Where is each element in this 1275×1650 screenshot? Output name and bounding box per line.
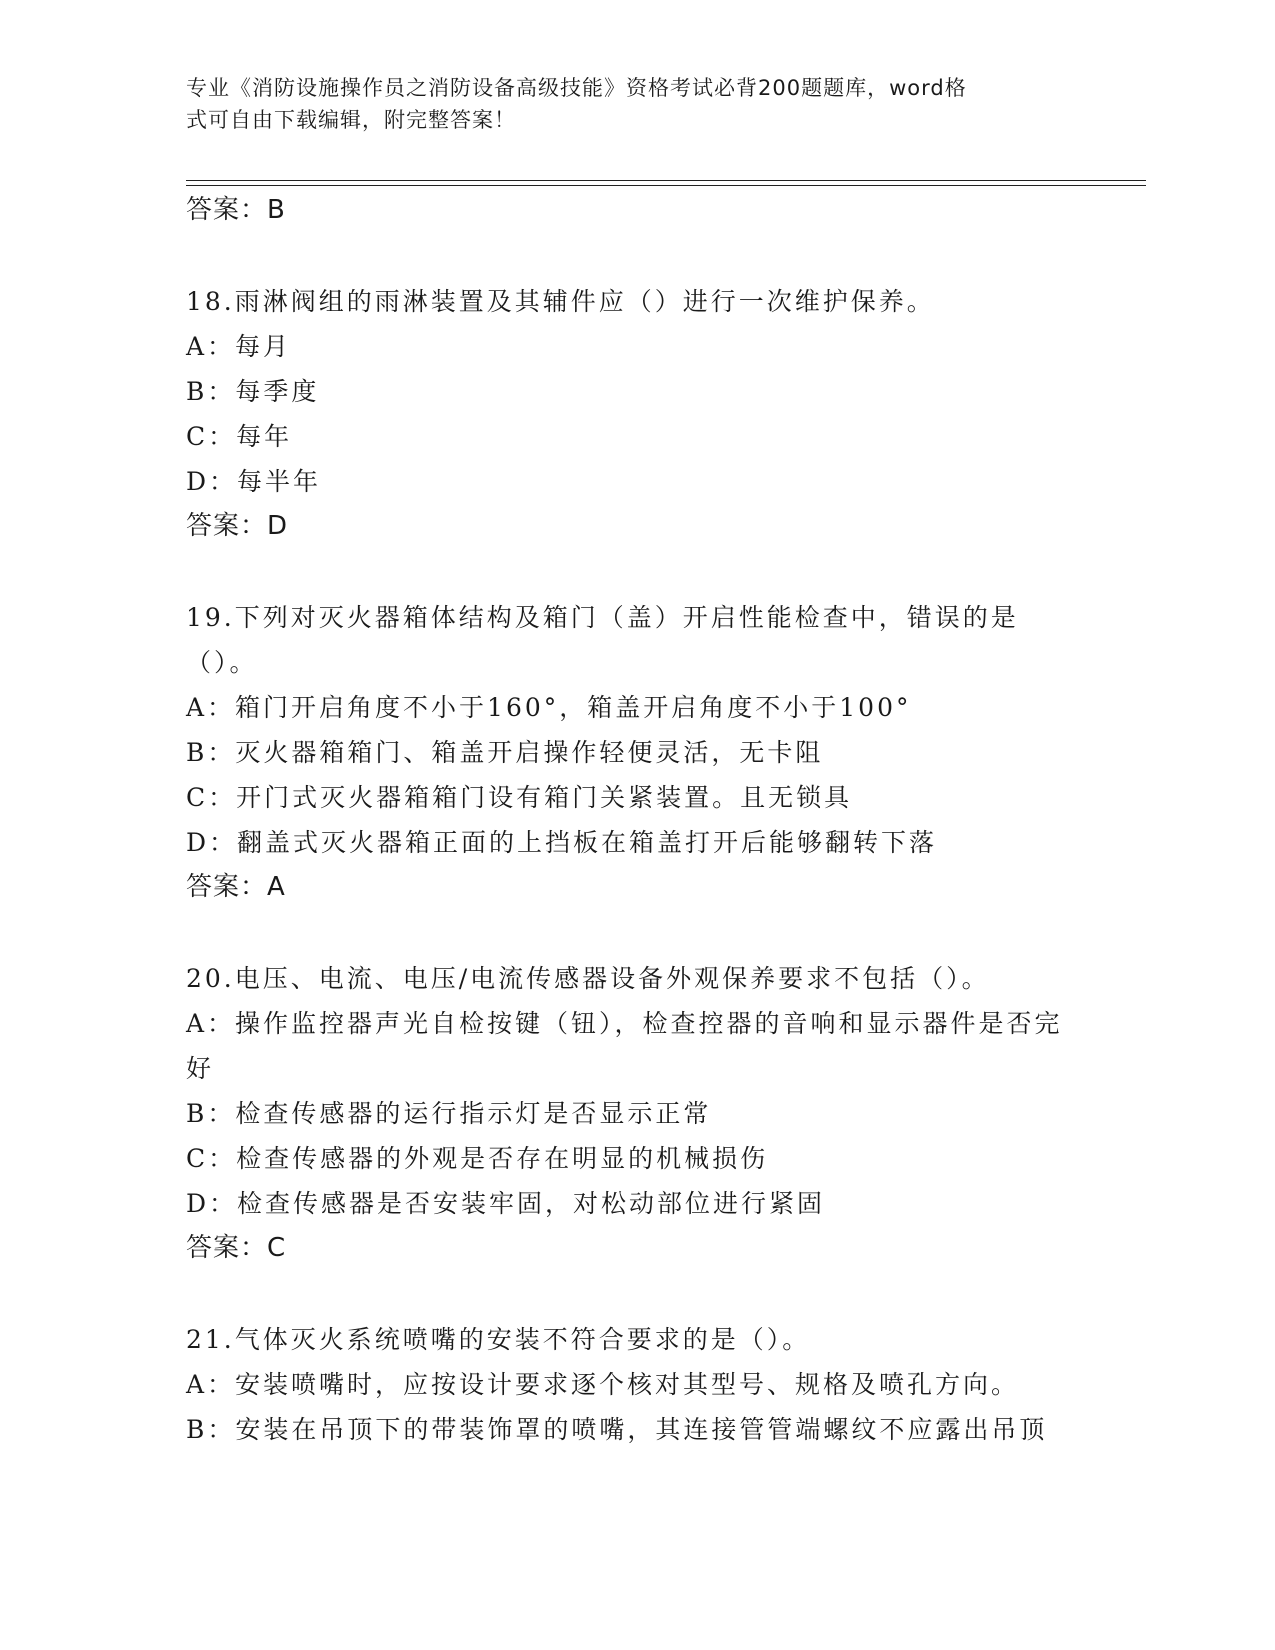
option-a: A：安装喷嘴时，应按设计要求逐个核对其型号、规格及喷孔方向。 xyxy=(186,1370,1020,1399)
option-c: C：开门式灭火器箱箱门设有箱门关紧装置。且无锁具 xyxy=(186,783,853,812)
header-line-2: 式可自由下载编辑，附完整答案！ xyxy=(186,108,516,132)
option-b: B：检查传感器的运行指示灯是否显示正常 xyxy=(186,1099,712,1128)
answer-19: 答案：A xyxy=(186,872,286,902)
option-d: D：检查传感器是否安装牢固，对松动部位进行紧固 xyxy=(186,1189,826,1218)
header-line-1: 专业《消防设施操作员之消防设备高级技能》资格考试必背200题题库，word格 xyxy=(186,76,967,100)
question-text: 20.电压、电流、电压/电流传感器设备外观保养要求不包括（）。 xyxy=(186,964,990,993)
option-b: B：安装在吊顶下的带装饰罩的喷嘴，其连接管管端螺纹不应露出吊顶 xyxy=(186,1415,1048,1444)
question-19 xyxy=(186,595,1066,910)
header-rule-bottom xyxy=(186,185,1146,186)
page-header xyxy=(186,72,1066,136)
option-a: A：箱门开启角度不小于160°，箱盖开启角度不小于100° xyxy=(186,693,912,722)
answer-18: 答案：D xyxy=(186,511,289,541)
header-rule-top xyxy=(186,180,1146,181)
question-18 xyxy=(186,279,1066,549)
option-c: C：检查传感器的外观是否存在明显的机械损伤 xyxy=(186,1144,769,1173)
question-text: 19.下列对灭火器箱体结构及箱门（盖）开启性能检查中，错误的是（）。 xyxy=(186,603,1019,677)
option-b: B：每季度 xyxy=(186,377,320,406)
option-a: A：每月 xyxy=(186,332,292,361)
option-d: D：每半年 xyxy=(186,467,322,496)
option-a: A：操作监控器声光自检按键（钮），检查控器的音响和显示器件是否完好 xyxy=(186,1009,1063,1083)
question-text: 21.气体灭火系统喷嘴的安装不符合要求的是（）。 xyxy=(186,1325,811,1354)
answer-20: 答案：C xyxy=(186,1233,287,1263)
option-c: C：每年 xyxy=(186,422,293,451)
question-21 xyxy=(186,1317,1066,1452)
question-text: 18.雨淋阀组的雨淋装置及其辅件应（）进行一次维护保养。 xyxy=(186,287,935,316)
document-content xyxy=(186,188,1066,1452)
option-b: B：灭火器箱箱门、箱盖开启操作轻便灵活，无卡阻 xyxy=(186,738,824,767)
question-20 xyxy=(186,956,1066,1271)
answer-17: 答案：B xyxy=(186,195,286,225)
option-d: D：翻盖式灭火器箱正面的上挡板在箱盖打开后能够翻转下落 xyxy=(186,828,938,857)
